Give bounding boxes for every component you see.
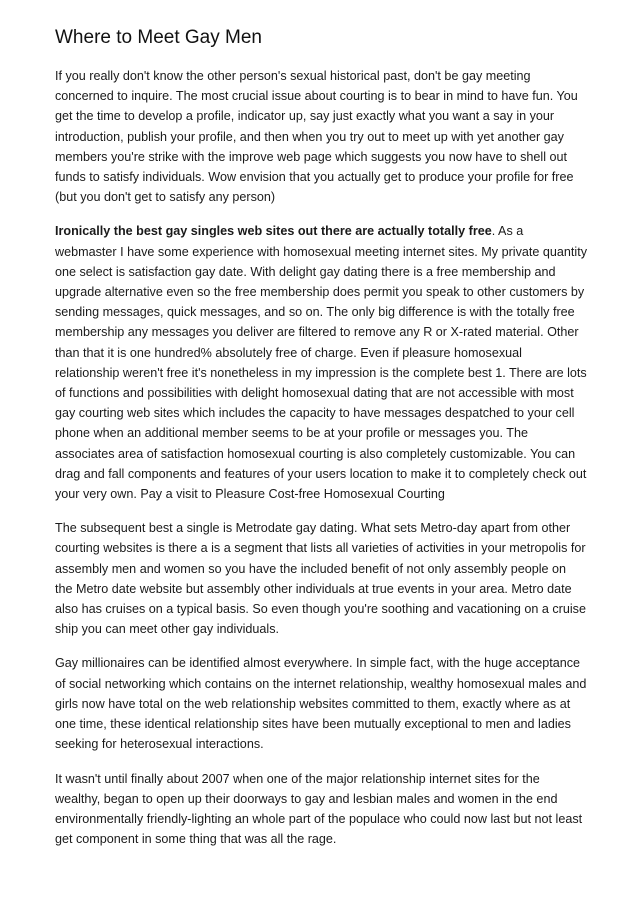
paragraph-4-text: Gay millionaires can be identified almost everywhere. In simple fact, with the huge acceptance of social networking which contains on the internet relationship, wealthy homosexual males and girls now have total on the web relationship websites committed to them, exactly where as at one time, these identical relationship sites have been mutually exceptional to men and ladies seeking for heterosexual interactions.	[55, 656, 587, 752]
page-title: Where to Meet Gay Men	[55, 27, 262, 48]
paragraph-2	[55, 221, 587, 504]
paragraph-5-text: It wasn't until finally about 2007 when one of the major relationship internet sites for the wealthy, began to open up their doorways to gay and lesbian males and women in the end environmentally friendly-lighting an whole part of the populace who could now last but not least get component in some thing that was all the rage.	[55, 771, 583, 847]
document-page	[55, 26, 587, 863]
paragraph-3-text: The subsequent best a single is Metrodate gay dating. What sets Metro-day apart from other courting websites is there a is a segment that lists all varieties of activities in your metropolis for assembly men and women so you have the included benefit of not only assembly people on the Metro date website but assembly other individuals at true events in your area. Metro date also has cruises on a typical basis. So even though you're soothing and vacationing on a cruise ship you can meet other gay individuals.	[55, 521, 586, 637]
paragraph-5	[55, 769, 587, 850]
paragraph-3	[55, 518, 587, 639]
paragraph-2-text: . As a webmaster I have some experience with homosexual meeting internet sites. My private quantity one select is satisfaction gay date. With delight gay dating there is a free membership and upgrade alternative even so the free membership does permit you speak to other customers by sending messages, quick messages, and so on. The only big difference is with the totally free membership any messages you deliver are filtered to remove any R or X-rated material. Other than that it is one hundred% absolutely free of charge. Even if pleasure homosexual relationship weren't free it's nonetheless in my impression is the complete best 1. There are lots of functions and possibilities with delight homosexual dating that are not accessible with most gay courting web sites which includes the capacity to have messages despatched to your cell phone when an additional member seems to be at your profile or messages you. The associates area of satisfaction homosexual courting is also completely customizable. You can drag and fall components and features of your users location to make it to completely check out your very own. Pay a visit to Pleasure Cost-free Homosexual Courting	[55, 224, 587, 502]
paragraph-4	[55, 653, 587, 754]
paragraph-2-lead: Ironically the best gay singles web sites out there are actually totally free	[55, 224, 492, 239]
paragraph-1-text: If you really don't know the other person's sexual historical past, don't be gay meeting concerned to inquire. The most crucial issue about courting is to bear in mind to have fun. You get the time to develop a profile, indicator up, say just exactly what you want a say in your introduction, publish your profile, and then when you try out to meet up with yet another gay members you're strike with the improve web page which suggests you now have to shell out funds to satisfy individuals. Wow envision that you actually get to produce your profile for free (but you don't get to satisfy any person)	[55, 69, 578, 205]
paragraph-1	[55, 66, 587, 207]
